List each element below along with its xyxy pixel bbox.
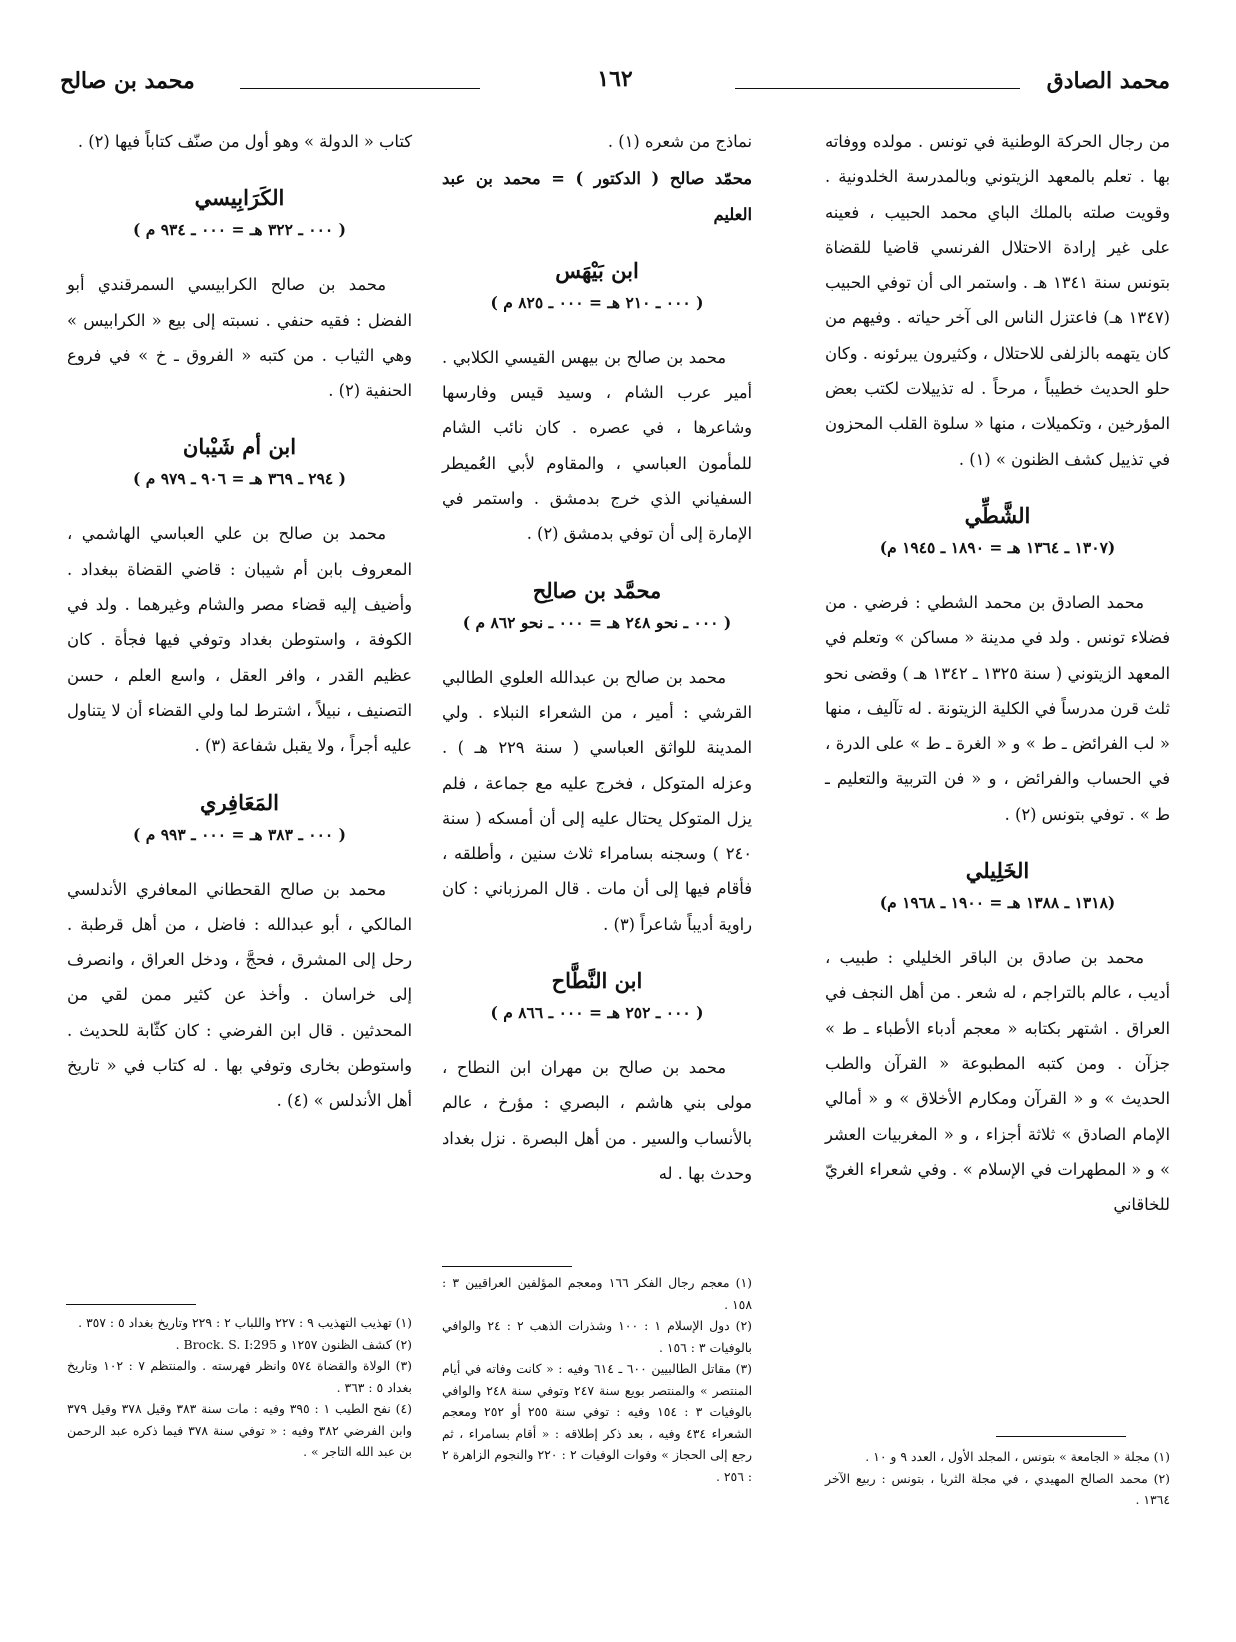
entry-dates: ( ٠٠٠ ـ ٢٥٢ هـ = ٠٠٠ ـ ٨٦٦ م ) [490,1003,704,1023]
entry-title: ابن أم شَيْبان [182,434,297,460]
entry-dates: ( ٢٩٤ ـ ٣٦٩ هـ = ٩٠٦ ـ ٩٧٩ م ) [133,469,346,489]
entry-dates: (١٣١٨ ـ ١٣٨٨ هـ = ١٩٠٠ ـ ١٩٦٨ م) [879,893,1116,913]
entry-text: محمد بن صالح الكرابيسي السمرقندي أبو الفضل : فقيه حنفي . نسبته إلى بيع « الكرابيس » وهي الثياب . من كتبه « الفروق ـ خ » في فروع الحنفية (٢) . [67,275,412,401]
entry-text: محمد بن صادق بن الباقر الخليلي : طبيب ، أديب ، عالم بالتراجم ، له شعر . من أهل النجف في العراق . اشتهر بكتابه « معجم أدباء الأطباء ـ ط » جزآن . ومن كتبه المطبوعة « القرآن والطب الحديث » و « القرآن ومكارم الأخلاق » و « أمالي الإمام الصادق » ثلاثة أجزاء ، و « المغربيات العشر » و « المطهرات في الإسلام » . وفي شعراء الغريّ للخاقاني [825,948,1170,1215]
footnote-rule-middle [442,1266,572,1267]
entry-dates: ( ٠٠٠ ـ ٣٢٢ هـ = ٠٠٠ ـ ٩٣٤ م ) [133,220,346,240]
entry-dates: ( ٠٠٠ ـ ٣٨٣ هـ = ٠٠٠ ـ ٩٩٣ م ) [133,824,346,844]
footnote: (٢) دول الإسلام ١ : ١٠٠ وشذرات الذهب ٢ : ٢٤ والوافي بالوفيات ٣ : ١٥٦ . [442,1318,752,1355]
continued-text: نماذج من شعره (١) . [607,132,752,151]
column-left [67,124,412,1121]
footnote-rule-right [996,1436,1126,1437]
header-rule-left [240,88,480,89]
footnote: (١) تهذيب التهذيب ٩ : ٢٢٧ واللباب ٢ : ٢٢٩ وتاريخ بغداد ٥ : ٣٥٧ . [78,1315,412,1330]
footnote: (١) مجلة « الجامعة » بتونس ، المجلد الأول ، العدد ٩ و ١٠ . [865,1449,1170,1464]
footnote: (١) معجم رجال الفكر ١٦٦ ومعجم المؤلفين العراقيين ٣ : ١٥٨ . [442,1275,752,1312]
footnote-rule-left [66,1304,196,1305]
entry-text: محمد بن صالح القحطاني المعافري الأندلسي المالكي ، أبو عبدالله : فاضل ، من أهل قرطبة . رحل إلى المشرق ، فحجَّ ، ودخل العراق ، وانصرف إلى خراسان . وأخذ عن كثير ممن لقي من المحدثين . قال ابن الفرضي : كان كثّابة للحديث . واستوطن بخارى وتوفي بها . له كتاب في « تاريخ أهل الأندلس » (٤) . [67,879,412,1111]
footnotes-left [67,1312,412,1463]
column-middle [442,124,752,1193]
entry-text: محمد بن صالح بن بيهس القيسي الكلابي . أمير عرب الشام ، وسيد قيس وفارسها وشاعرها ، في عصره . كان نائب الشام للمأمون العباسي ، والمقاوم لأبي العُميطر السفياني الذي خرج بدمشق . واستمر في الإمارة إلى أن توفي بدمشق (٢) . [442,347,752,544]
entry-text: محمد بن صالح بن مهران ابن النطاح ، مولى بني هاشم ، البصري : مؤرخ ، عالم بالأنساب والسير . من أهل البصرة . نزل بغداد وحدث بها . له [442,1058,752,1183]
entry-text: محمد الصادق بن محمد الشطي : فرضي . من فضلاء تونس . ولد في مدينة « مساكن » وتعلم في المعهد الزيتوني ( سنة ١٣٢٥ ـ ١٣٤٢ هـ ) وقضى نحو ثلث قرن مدرساً في الكلية الزيتونة . له تآليف ، منها « لب الفرائض ـ ط » و « الغرة ـ ط » على الدرة ، في الحساب والفرائض ، و « فن التربية والتعليم ـ ط » . توفي بتونس (٢) . [825,592,1170,824]
cross-reference: محمّد صالح ( الدكتور ) = محمد بن عبد العليم [442,169,752,224]
entry-title: الكَرَابِيسي [194,185,285,211]
header-entry-left: محمد بن صالح [60,68,195,94]
entry-title: ابن النَّطَّاح [551,968,643,994]
footnotes-middle [442,1272,752,1487]
entry-title: محمَّد بن صالِح [532,577,662,603]
entry-title: الشَّطِّي [964,502,1031,528]
footnote: (٢) كشف الظنون ١٢٥٧ و Brock. S. I:295 . [175,1336,412,1352]
entry-title: الخَلِيلي [965,858,1030,884]
footnote: (٣) مقاتل الطالبيين ٦٠٠ ـ ٦١٤ وفيه : « كانت وفاته في أيام المنتصر » والمنتصر بويع سنة ٢٤٧ وتوفي سنة ٢٤٨ والوافي بالوفيات ٣ : ١٥٤ وفيه : توفي سنة ٢٥٥ أو ٢٥٢ ومعجم الشعراء ٤٣٤ وفيه ، بعد ذكر إطلاقه : « أقام بسامراء ، ثم رجع إلى الحجاز » وفوات الوفيات ٢ : ٢٢٠ والنجوم الزاهرة ٢ : ٢٥٦ . [442,1361,753,1484]
entry-dates: (١٣٠٧ ـ ١٣٦٤ هـ = ١٨٩٠ ـ ١٩٤٥ م) [879,537,1116,557]
entry-text: محمد بن صالح بن عبدالله العلوي الطالبي القرشي : أمير ، من الشعراء النبلاء . ولي المدينة للواثق العباسي ( سنة ٢٢٩ هـ ) . وعزله المتوكل ، فخرج عليه مع جماعة ، فلم يزل المتوكل يحتال عليه إلى أن أمسكه ( سنة ٢٤٠ ) وسجنه بسامراء ثلاث سنين ، وأطلقه ، فأقام فيها إلى أن مات . قال المرزباني : كان راوية أديباً شاعراً (٣) . [442,667,752,934]
entry-dates: ( ٠٠٠ ـ ٢١٠ هـ = ٠٠٠ ـ ٨٢٥ م ) [490,292,704,312]
entry-title: المَعَافِري [200,789,279,815]
entry-text: محمد بن صالح بن علي العباسي الهاشمي ، المعروف بابن أم شيبان : قاضي القضاة ببغداد . وأضيف إليه قضاء مصر والشام وغيرهما . ولد في الكوفة ، واستوطن بغداد وتوفي فيها فجأة . كان عظيم القدر ، وافر العقل ، واسع العلم ، حسن التصنيف ، نبيلاً ، اشترط لما ولي القضاء أن لا يتناول عليه أجراً ، ولا يقبل شفاعة (٣) . [67,524,412,756]
entry-title: ابن بَيْهَس [555,257,639,283]
header-rule-right [735,88,1020,89]
page-number: ١٦٢ [587,66,642,92]
running-header [60,62,1170,102]
continued-text: كتاب « الدولة » وهو أول من صنّف كتاباً فيها (٢) . [77,132,412,151]
footnote: (٣) الولاة والقضاة ٥٧٤ وانظر فهرسته . والمنتظم ٧ : ١٠٢ وتاريخ بغداد ٥ : ٣٦٣ . [67,1358,412,1395]
footnote: (٤) نفح الطيب ١ : ٣٩٥ وفيه : مات سنة ٣٨٣ وقيل ٣٧٨ وقيل ٣٧٩ وابن الفرضي ٣٨٢ وفيه : « توفي سنة ٣٧٨ فيما ذكره عبد الرحمن بن عبد الله التاجر » . [67,1401,413,1459]
continued-text: من رجال الحركة الوطنية في تونس . مولده ووفاته بها . تعلم بالمعهد الزيتوني وبالمدرسة الخلدونية . وقويت صلته بالملك الباي محمد الحبيب ، فعينه على غير إرادة الاحتلال الفرنسي قاضيا للقضاة بتونس سنة ١٣٤١ هـ . واستمر الى أن توفي الحبيب (١٣٤٧ هـ) فاعتزل الناس الى آخر حياته . وفيهم من كان يتهمه بالزلفى للاحتلال ، وكثيرون يبرئونه . وكان حلو الحديث خطيباً ، مرحاً . له تذييلات لكتب بعض المؤرخين ، وتكميلات ، منها « سلوة القلب المحزون في تذييل كشف الظنون » (١) . [825,132,1171,469]
header-entry-right: محمد الصادق [1046,68,1170,94]
column-right [825,124,1170,1224]
footnotes-right [825,1446,1170,1511]
entry-dates: ( ٠٠٠ ـ نحو ٢٤٨ هـ = ٠٠٠ ـ نحو ٨٦٢ م ) [462,612,732,632]
footnote: (٢) محمد الصالح المهيدي ، في مجلة الثريا ، بتونس : ربيع الآخر ١٣٦٤ . [825,1470,1170,1507]
